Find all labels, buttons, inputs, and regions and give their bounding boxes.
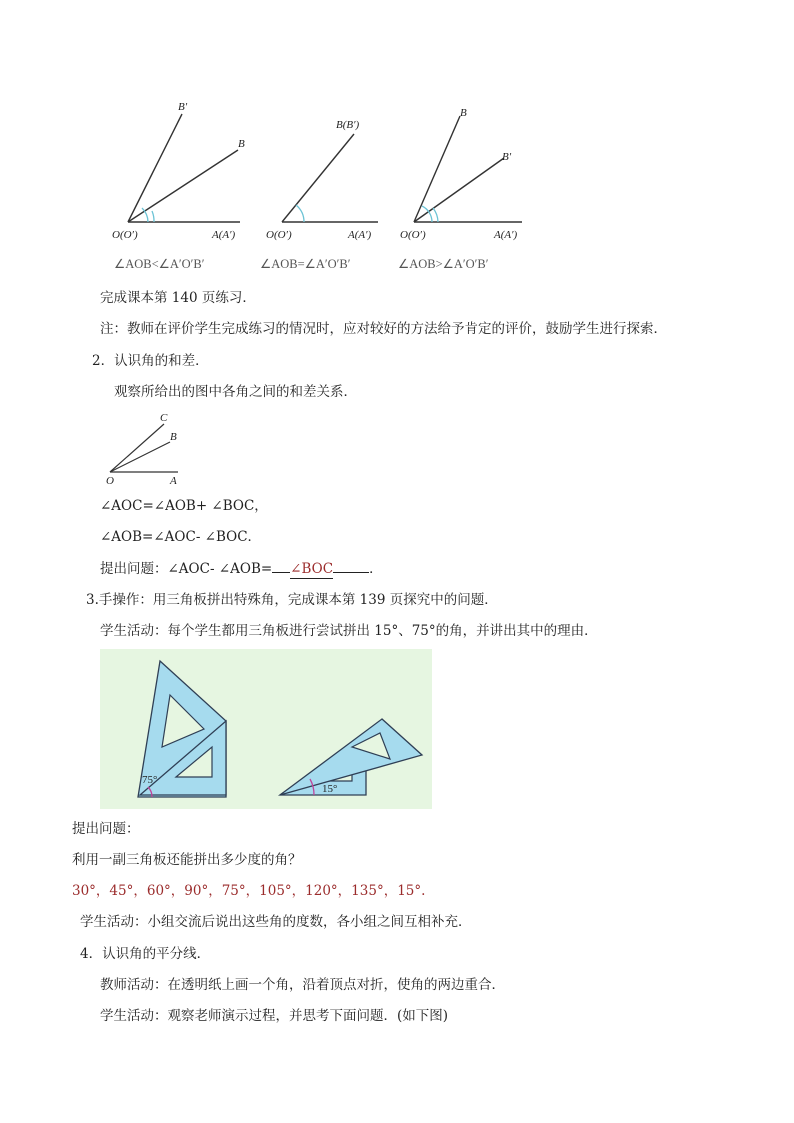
relation-equal: ∠AOB=∠A′O′B′ [260, 257, 351, 271]
teacher-activity: 教师活动：在透明纸上画一个角，沿着顶点对折，使角的两边重合． [100, 977, 505, 993]
angle-sum-figure [100, 410, 190, 488]
comparison-panel-greater [398, 107, 522, 271]
angle-comparison-figure [108, 94, 548, 280]
section-4-title: 4．认识角的平分线． [80, 946, 211, 962]
section-3-activity: 学生活动：每个学生都用三角板进行尝试拼出 15°、75°的角，并讲出其中的理由． [100, 623, 598, 639]
label-b-prime: B′ [502, 151, 512, 163]
label-b: B [460, 107, 467, 119]
label-b-b-prime: B(B′) [336, 119, 360, 131]
label-o: O [106, 475, 114, 487]
label-c: C [160, 412, 168, 424]
label-b-prime: B′ [178, 101, 188, 113]
label-a: A [170, 475, 177, 487]
label-a: A(A′) [494, 229, 518, 241]
section-2-title: 2．认识角的和差． [92, 353, 209, 369]
relation-less: ∠AOB<∠A′O′B′ [114, 257, 205, 271]
question-suffix: ． [369, 561, 383, 577]
student-activity: 学生活动：观察老师演示过程，并思考下面问题．(如下图) [100, 1008, 449, 1024]
label-vertex: O(O′) [112, 229, 138, 241]
ask-question: 利用一副三角板还能拼出多少度的角？ [72, 852, 302, 868]
label-b: B [238, 138, 245, 150]
angle-15-label: 15° [322, 783, 338, 795]
ask-title: 提出问题： [72, 821, 140, 837]
comparison-panel-less [112, 101, 245, 271]
teacher-note: 注：教师在评价学生完成练习的情况时，应对较好的方法给予肯定的评价，鼓励学生进行探索． [100, 321, 667, 337]
ask-answer: 30°，45°，60°，90°，75°，105°，120°，135°，15°. [72, 883, 426, 899]
label-a: A(A′) [212, 229, 236, 241]
set-square-figure [100, 649, 432, 809]
comparison-panel-equal [260, 119, 378, 271]
label-vertex: O(O′) [266, 229, 292, 241]
group-activity: 学生活动：小组交流后说出这些角的度数，各小组之间互相补充． [80, 914, 472, 930]
section-3-title: 3.手操作：用三角板拼出特殊角，完成课本第 139 页探究中的问题． [86, 592, 498, 608]
exercise-line: 完成课本第 140 页练习． [100, 290, 256, 306]
equation-2: ∠AOB=∠AOC- ∠BOC． [100, 529, 262, 545]
label-a: A(A′) [348, 229, 372, 241]
question-line [100, 560, 383, 579]
angle-75-label: 75° [142, 774, 158, 786]
label-vertex: O(O′) [400, 229, 426, 241]
question-answer: ∠BOC [290, 561, 334, 577]
equation-1: ∠AOC=∠AOB+ ∠BOC， [100, 498, 268, 514]
relation-greater: ∠AOB>∠A′O′B′ [398, 257, 489, 271]
label-b: B [170, 431, 177, 443]
section-2-instruction: 观察所给出的图中各角之间的和差关系． [114, 384, 357, 400]
question-prefix: 提出问题：∠AOC- ∠AOB= [100, 561, 273, 577]
